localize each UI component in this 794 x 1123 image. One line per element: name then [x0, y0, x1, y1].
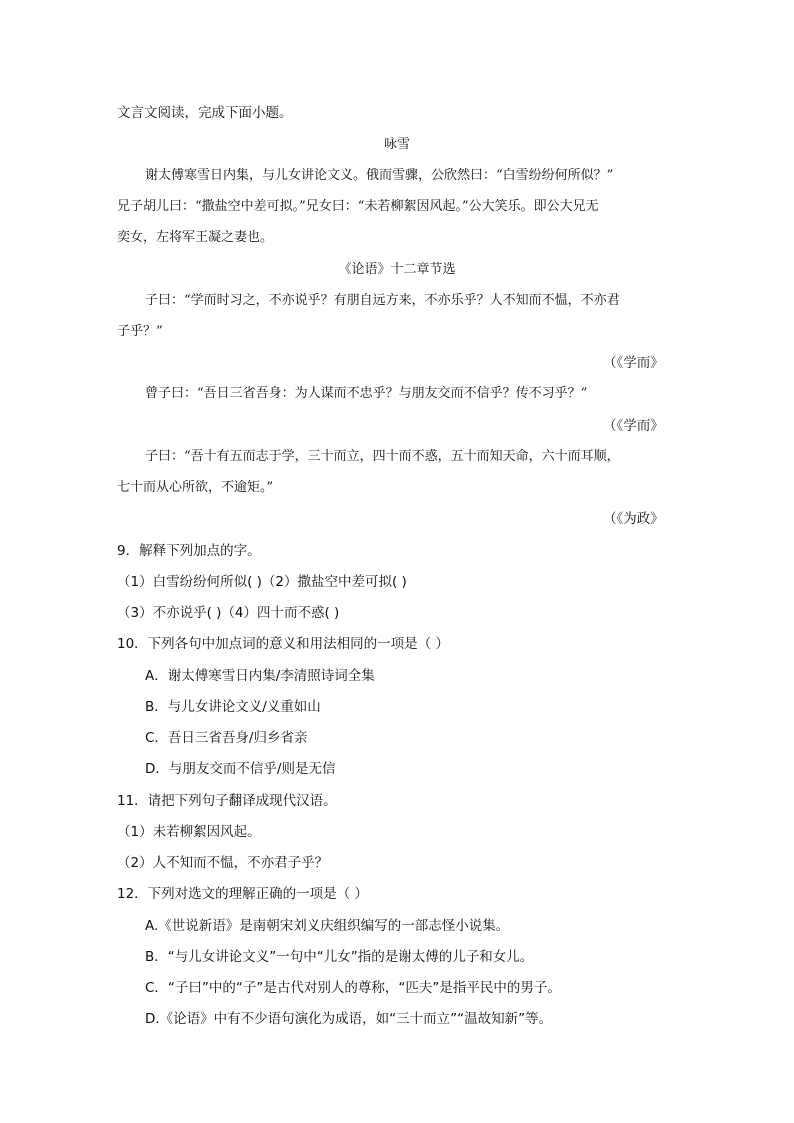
question-9-line: （1）白雪纷纷何所似( )（2）撒盐空中差可拟( ): [117, 574, 407, 590]
intro-instruction: 文言文阅读，完成下面小题。: [117, 105, 293, 121]
question-10-option-c: C．吾日三省吾身/归乡省亲: [145, 730, 308, 746]
passage1-line: 谢太傅寒雪日内集，与儿女讲论文义。俄而雪骤，公欣然曰：“白雪纷纷何所似？”: [145, 168, 614, 183]
passage2-line: 曾子曰：“吾日三省吾身：为人谋而不忠乎？与朋友交而不信乎？传不习乎？”: [145, 386, 588, 401]
question-12-option-a: A.《世说新语》是南朝宋刘义庆组织编写的一部志怪小说集。: [145, 918, 510, 934]
source-citation: （《学而》: [603, 355, 664, 371]
passage1-line: 奕女，左将军王凝之妻也。: [117, 230, 274, 245]
question-12-option-d: D.《论语》中有不少语句演化为成语，如“三十而立”“温故知新”等。: [145, 1011, 553, 1027]
question-10-option-b: B．与儿女讲论文义/义重如山: [145, 699, 321, 715]
question-10-stem: 10．下列各句中加点词的意义和用法相同的一项是（ ）: [117, 636, 449, 652]
question-12-option-c: C．“子曰”中的“子”是古代对别人的尊称，“匹夫”是指平民中的男子。: [145, 980, 561, 996]
question-11-item: （1）未若柳絮因风起。: [117, 824, 261, 840]
question-12-option-b: B．“与儿女讲论文义”一句中“儿女”指的是谢太傅的儿子和女儿。: [145, 949, 534, 965]
passage1-title: 咏雪: [383, 137, 410, 152]
question-11-stem: 11．请把下列句子翻译成现代汉语。: [117, 793, 337, 809]
question-10-option-a: A．谢太傅寒雪日内集/李清照诗词全集: [145, 668, 375, 684]
passage2-line: 子曰：“吾十有五而志于学，三十而立，四十而不惑，五十而知天命，六十而耳顺，: [145, 449, 620, 464]
passage1-line: 兄子胡儿曰：“撒盐空中差可拟。”兄女曰：“未若柳絮因风起。”公大笑乐。即公大兄无: [117, 199, 599, 214]
question-12-stem: 12．下列对选文的理解正确的一项是（ ）: [117, 886, 368, 902]
source-citation: （《为政》: [603, 511, 664, 527]
question-10-option-d: D．与朋友交而不信乎/则是无信: [145, 761, 336, 777]
passage2-line: 七十而从心所欲，不逾矩。”: [117, 480, 274, 495]
question-9-line: （3）不亦说乎( )（4）四十而不惑( ): [117, 605, 340, 621]
question-9-stem: 9．解释下列加点的字。: [117, 543, 261, 559]
passage2-title: 《论语》十二章节选: [338, 262, 456, 277]
question-11-item: （2）人不知而不愠，不亦君子乎？: [117, 855, 329, 871]
passage2-line: 子乎？”: [117, 324, 163, 339]
source-citation: （《学而》: [603, 418, 664, 434]
passage2-line: 子曰：“学而时习之，不亦说乎？有朋自远方来，不亦乐乎？人不知而不愠，不亦君: [145, 293, 620, 308]
